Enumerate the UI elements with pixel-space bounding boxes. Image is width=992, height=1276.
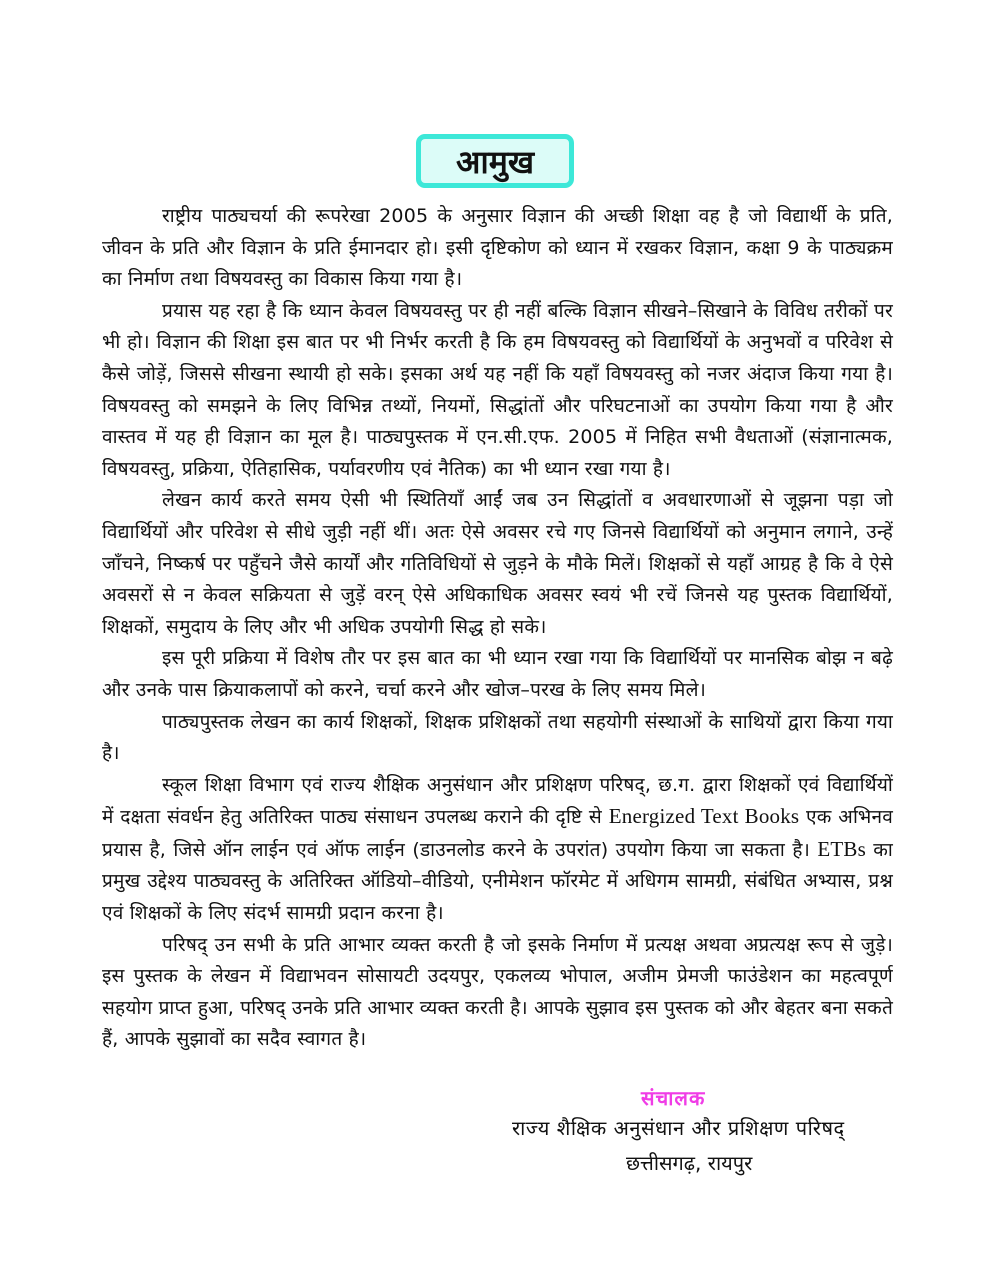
page-title: आमुख xyxy=(455,142,535,181)
etb-paragraph xyxy=(102,770,893,930)
paragraph: लेखन कार्य करते समय ऐसी भी स्थितियाँ आईं जब उन सिद्धांतों व अवधारणाओं से जूझना पड़ा जो विद्यार्थियों और परिवेश से सीधे जुड़ी नहीं थीं। अतः ऐसे अवसर रचे गए जिनसे विद्यार्थियों को अनुमान लगाने, उन्हें जाँचने, निष्कर्ष पर पहुँचने जैसे कार्यों और गतिविधियों से जुड़ने के मौके मिलें। शिक्षकों से यहाँ आग्रह है कि वे ऐसे अवसरों से न केवल सक्रियता से जुड़ें वरन् ऐसे अधिकाधिक अवसर स्वयं भी रचें जिनसे यह पुस्तक विद्यार्थियों, शिक्षकों, समुदाय के लिए और भी अधिक उपयोगी सिद्ध हो सके। xyxy=(102,489,893,638)
foreword-body xyxy=(102,201,893,1056)
text-segment: एक अभिनव प्रयास है, जिसे ऑन लाईन एवं ऑफ लाईन (डाउनलोड करने के उपरांत) उपयोग किया जा सकता है। xyxy=(102,806,894,861)
paragraph: राष्ट्रीय पाठ्यचर्या की रूपरेखा 2005 के अनुसार विज्ञान की अच्छी शिक्षा वह है जो विद्यार्थी के प्रति, जीवन के प्रति और विज्ञान के प्रति ईमानदार हो। इसी दृष्टिकोण को ध्यान में रखकर विज्ञान, कक्षा 9 के पाठ्यक्रम का निर्माण तथा विषयवस्तु का विकास किया गया है। xyxy=(102,205,893,291)
signoff-title: संचालक xyxy=(641,1086,706,1110)
english-text: Energized Text Books xyxy=(608,804,800,829)
closing-paragraph: परिषद् उन सभी के प्रति आभार व्यक्त करती है जो इसके निर्माण में प्रत्यक्ष अथवा अप्रत्यक्ष रूप से जुड़े। इस पुस्तक के लेखन में विद्याभवन सोसायटी उदयपुर, एकलव्य भोपाल, अजीम प्रेमजी फाउंडेशन का महत्वपूर्ण सहयोग प्राप्त हुआ, परिषद् उनके प्रति आभार व्यक्त करती है। आपके सुझाव इस पुस्तक को और बेहतर बना सकते हैं, आपके सुझावों का सदैव स्वागत है। xyxy=(102,933,893,1051)
paragraph: पाठ्यपुस्तक लेखन का कार्य शिक्षकों, शिक्षक प्रशिक्षकों तथा सहयोगी संस्थाओं के साथियों द्वारा किया गया है। xyxy=(102,710,893,765)
english-text: ETBs xyxy=(817,836,866,861)
text-segment: स्कूल शिक्षा विभाग एवं राज्य शैक्षिक अनुसंधान और प्रशिक्षण परिषद्, छ.ग. द्वारा शिक्षकों एवं विद्यार्थियों में दक्षता संवर्धन हेतु अतिरिक्त पाठ्य संसाधन उपलब्ध कराने की दृष्टि से xyxy=(102,773,893,829)
paragraph: प्रयास यह रहा है कि ध्यान केवल विषयवस्तु पर ही नहीं बल्कि विज्ञान सीखने–सिखाने के विविध तरीकों पर भी हो। विज्ञान की शिक्षा इस बात पर भी निर्भर करती है कि हम विषयवस्तु को विद्यार्थियों के अनुभवों व परिवेश से कैसे जोड़ें, जिससे सीखना स्थायी हो सके। इसका अर्थ यह नहीं कि यहाँ विषयवस्तु को नजर अंदाज किया गया है। विषयवस्तु को समझने के लिए विभिन्न तथ्यों, नियमों, सिद्धांतों और परिघटनाओं का उपयोग किया गया है और वास्तव में यह ही विज्ञान का मूल है। पाठ्यपुस्तक में एन.सी.एफ. 2005 में निहित सभी वैधताओं (संज्ञानात्मक, विषयवस्तु, प्रक्रिया, ऐतिहासिक, पर्यावरणीय एवं नैतिक) का भी ध्यान रखा गया है। xyxy=(102,299,893,480)
signoff-organization: राज्य शैक्षिक अनुसंधान और प्रशिक्षण परिषद् xyxy=(512,1116,845,1140)
paragraph: इस पूरी प्रक्रिया में विशेष तौर पर इस बात का भी ध्यान रखा गया कि विद्यार्थियों पर मानसिक बोझ न बढ़े और उनके पास क्रियाकलापों को करने, चर्चा करने और खोज–परख के लिए समय मिले। xyxy=(102,647,893,701)
signoff-place: छत्तीसगढ़, रायपुर xyxy=(626,1151,753,1175)
title-box xyxy=(416,134,574,188)
text-segment: का प्रमुख उद्देश्य पाठ्यवस्तु के अतिरिक्त ऑडियो–वीडियो, एनीमेशन फॉरमेट में अधिगम सामग्री, संबंधित अभ्यास, प्रश्न एवं शिक्षकों के लिए संदर्भ सामग्री प्रदान करना है। xyxy=(102,838,894,925)
